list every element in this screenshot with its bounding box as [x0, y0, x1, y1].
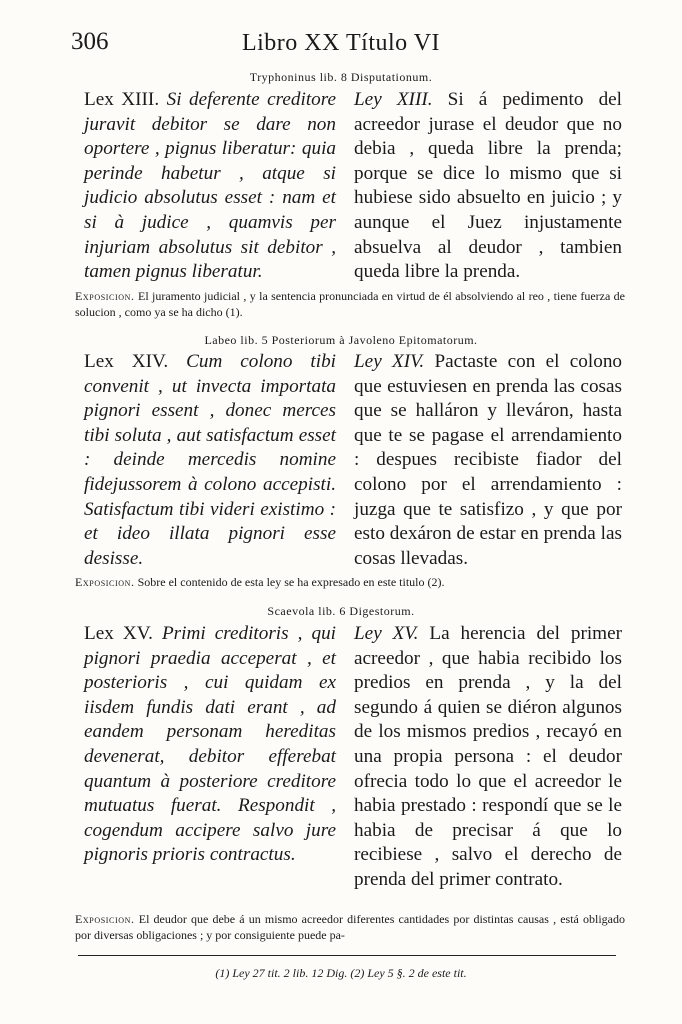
page-number: 306	[71, 28, 109, 55]
exposicion-label: Exposicion.	[75, 912, 135, 926]
ley-label: Ley XIV.	[354, 351, 425, 372]
exposicion-paragraph	[75, 288, 625, 320]
lex-label: Lex XIV.	[84, 351, 169, 372]
ley-label: Ley XV.	[354, 623, 419, 644]
source-heading: Labeo lib. 5 Posteriorum à Javoleno Epitomatorum.	[204, 333, 478, 347]
exposicion-label: Exposicion.	[75, 575, 135, 589]
footnote-rule	[78, 955, 616, 956]
exposicion-label: Exposicion.	[75, 289, 135, 303]
ley-label: Ley XIII.	[354, 89, 433, 110]
latin-body: Cum colono tibi convenit , ut invecta importata pignori essent , donec merces tibi soluta , aut satisfactum esset : deinde mercedis nomine fidejussorem à colono accepisti. Satisfactum tibi videri existimo : et ideo illata pignori esse desisse.	[84, 351, 337, 569]
latin-body: Si deferente creditore juravit debitor se dare non oportere , pignus liberatur: quia perinde habetur , atque si judicio absolutus esset : nam et si à judice , quamvis per injuriam absolutus sit debitor , tamen pignus liberatur.	[84, 89, 337, 283]
latin-text-lex-xiv	[84, 350, 336, 571]
lex-label: Lex XV.	[84, 623, 153, 644]
latin-text-lex-xiii	[84, 88, 336, 285]
spanish-body: La herencia del primer acreedor , que habia recibido los predios en prenda , y la del segundo á quien se diéron algunos de los mismos predios , recayó en una propia persona : el deudor ofrecia todo lo que el acreedor le habia prestado : respondí que se le habia de precisar á que lo recibiese , salvo el derecho de prenda del primer contrato.	[354, 623, 623, 890]
latin-text-lex-xv	[84, 622, 336, 868]
latin-body: Primi creditoris , qui pignori praedia acceperat , et posterioris , cui quidam ex iisdem fundis dati erant , ad eandem personam hereditas devenerat, debitor efferebat quantum à posteriore creditore mutuatus fuerat. Respondit , cogendum accipere salvo jure pignoris prioris contractus.	[84, 623, 336, 866]
spanish-text-ley-xiii	[354, 88, 622, 285]
footnotes: (1) Ley 27 tit. 2 lib. 12 Dig. (2) Ley 5 §. 2 de este tit.	[215, 966, 467, 980]
exposicion-text: El deudor que debe á un mismo acreedor diferentes cantidades por distintas causas , está obligado por diversas obligaciones ; y por consiguiente puede pa-	[75, 912, 625, 942]
exposicion-paragraph	[75, 911, 625, 943]
exposicion-paragraph	[75, 574, 625, 590]
spanish-text-ley-xv	[354, 622, 622, 893]
spanish-text-ley-xiv	[354, 350, 622, 571]
source-heading: Scaevola lib. 6 Digestorum.	[267, 604, 415, 618]
spanish-body: Si á pedimento del acreedor jurase el deudor que no debia , queda libre la prenda; porque se dice lo mismo que si hubiese sido absuelto en juicio ; y aunque el Juez injustamente absuelva al deudor , tambien queda libre la prenda.	[354, 89, 623, 283]
source-heading: Tryphoninus lib. 8 Disputationum.	[249, 70, 433, 84]
lex-label: Lex XIII.	[84, 89, 160, 110]
exposicion-text: Sobre el contenido de esta ley se ha expresado en este titulo (2).	[137, 575, 445, 589]
spanish-body: Pactaste con el colono que estuviesen en prenda las cosas que se halláron y lleváron, hasta que te se pagase el arrendamiento : despues recibiste fiador del colono por el arrendamiento : juzga que te satisfizo , y que por esto dexáron de estar en prenda las cosas llevadas.	[354, 351, 623, 569]
running-title: Libro XX Título VI	[241, 30, 441, 56]
exposicion-text: El juramento judicial , y la sentencia pronunciada en virtud de él absolviendo al reo , tiene fuerza de solucion , como ya se ha dicho (1).	[75, 289, 626, 319]
